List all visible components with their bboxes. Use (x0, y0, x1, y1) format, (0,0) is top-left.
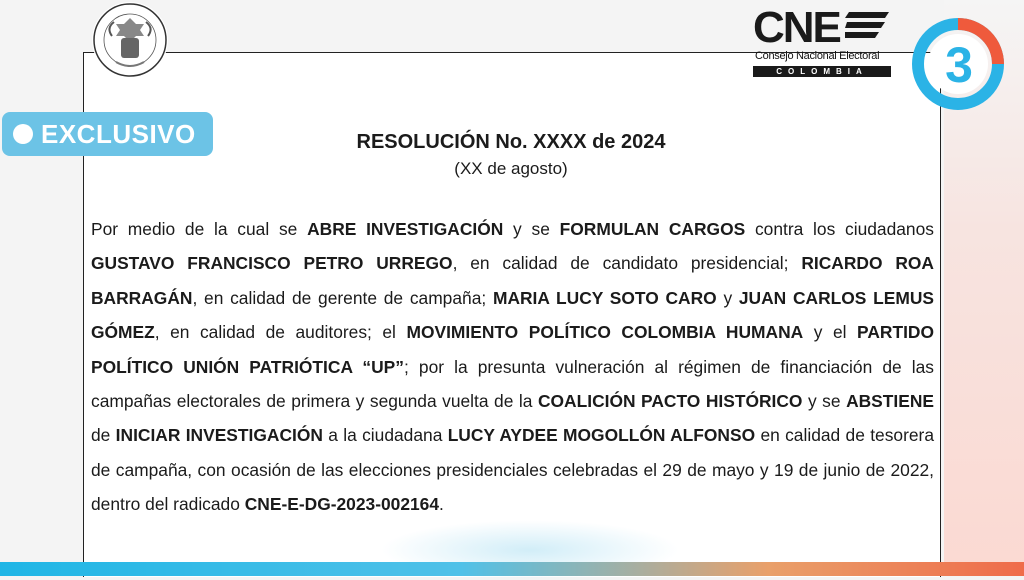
channel-3-logo (910, 16, 1006, 112)
body-text-run: y el (803, 322, 858, 343)
body-text-run: de (91, 425, 116, 446)
cne-logo (753, 3, 893, 80)
body-bold-text: RICARDO ROA BARRAGÁN (91, 253, 934, 308)
document-subtitle: (XX de agosto) (454, 159, 568, 178)
document-title: RESOLUCIÓN No. XXXX de 2024 (356, 131, 666, 153)
body-bold-text: ABSTIENE (846, 391, 934, 412)
body-bold-text: FORMULAN CARGOS (559, 219, 746, 239)
body-bold-text: MARIA LUCY SOTO CARO (492, 287, 717, 308)
svg-text:3: 3 (945, 37, 973, 93)
body-text-run: en calidad de tesorera de campaña, con ocasión de las elecciones presidenciales celebradas el 29 de mayo y 19 de junio de 2022, dentro del radicado (91, 425, 934, 515)
body-text-run: ; por la presunta vulneración al régimen de financiación de las campañas electorales de primera y segunda vuelta de la (91, 356, 934, 412)
badge-dot-icon (13, 124, 33, 144)
body-text-run: y (716, 287, 739, 308)
bottom-gradient-bar (0, 562, 1024, 576)
cne-stripes-icon (845, 12, 889, 46)
body-text-run: , en calidad de candidato presidencial; (452, 253, 802, 274)
cne-logo-letters: CNE (753, 3, 840, 52)
body-text-run: a la ciudadana (322, 425, 448, 446)
cne-logo-country: COLOMBIA (753, 66, 891, 77)
body-text-run: y se (802, 391, 847, 412)
body-bold-text: MOVIMIENTO POLÍTICO COLOMBIA HUMANA (406, 322, 804, 343)
colombia-seal-logo (92, 2, 168, 78)
body-bold-text: CNE-E-DG-2023-002164 (244, 494, 440, 515)
body-text-run: , en calidad de gerente de campaña; (192, 287, 493, 308)
body-text-run: . (439, 494, 444, 515)
document-body (91, 212, 934, 522)
body-bold-text: INICIAR INVESTIGACIÓN (115, 425, 323, 446)
body-bold-text: JUAN CARLOS LEMUS GÓMEZ (91, 287, 935, 343)
body-bold-text: GUSTAVO FRANCISCO PETRO URREGO (91, 253, 453, 274)
cne-logo-name: Consejo Nacional Electoral (755, 50, 880, 62)
body-text-run: Por medio de la cual se (91, 219, 308, 239)
body-text-run: contra los ciudadanos (745, 219, 934, 239)
body-bold-text: PARTIDO POLÍTICO UNIÓN PATRIÓTICA “UP” (91, 322, 934, 377)
body-bold-text: ABRE INVESTIGACIÓN (307, 219, 504, 239)
body-bold-text: COALICIÓN PACTO HISTÓRICO (537, 391, 803, 412)
badge-label: EXCLUSIVO (41, 118, 196, 149)
body-bold-text: LUCY AYDEE MOGOLLÓN ALFONSO (447, 425, 756, 446)
body-text-run: y se (503, 219, 560, 239)
body-text-run: , en calidad de auditores; el (154, 322, 407, 343)
